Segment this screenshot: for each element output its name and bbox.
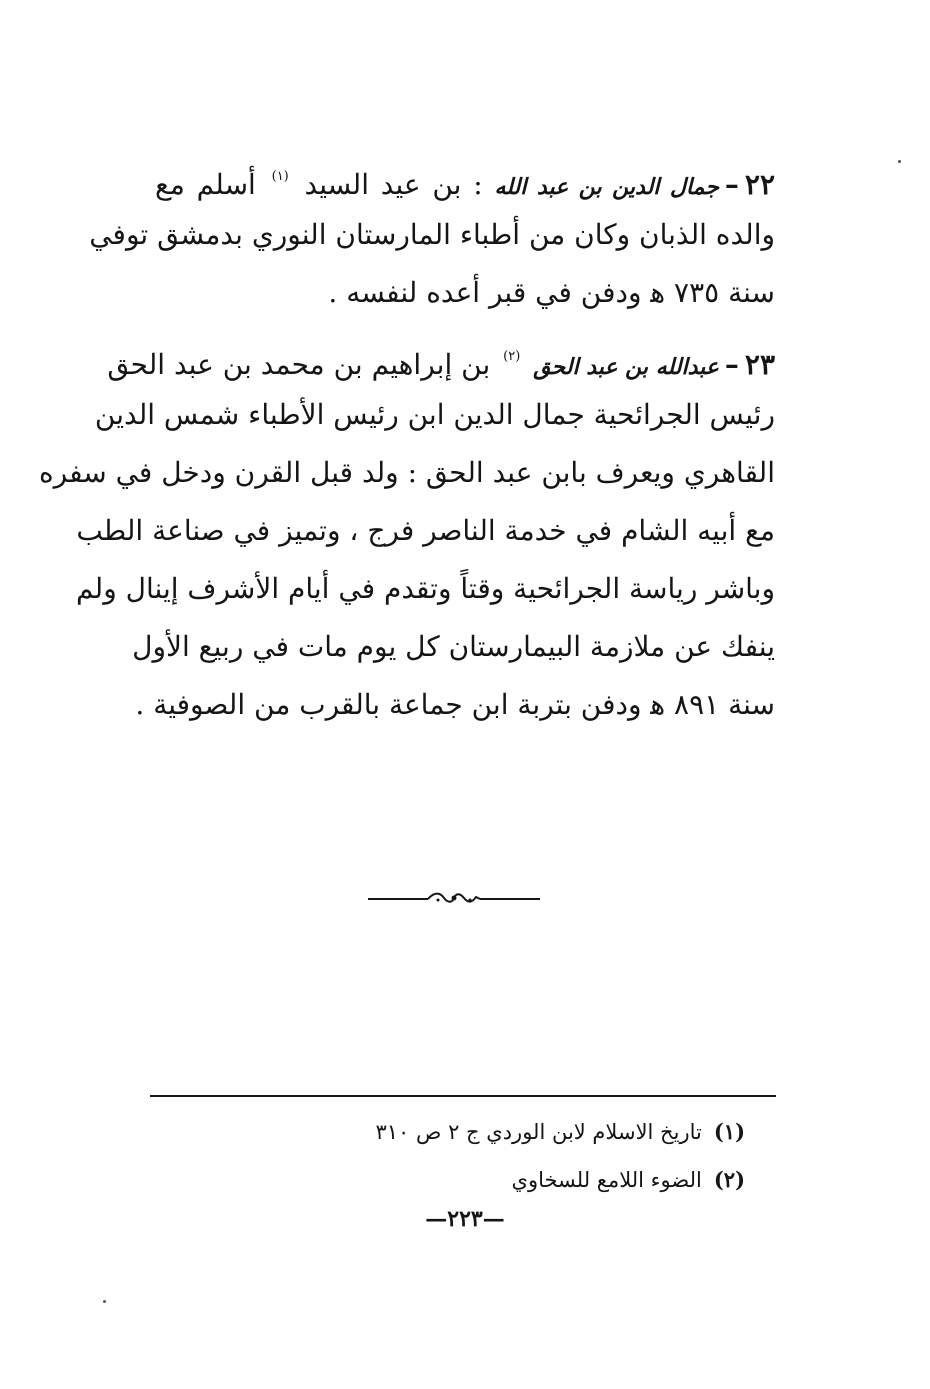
ornament-divider-icon (368, 888, 540, 908)
entry-name: جمال الدين بن عبد الله (494, 174, 719, 200)
entry-name: عبدالله بن عبد الحق (533, 354, 719, 380)
footnote-1 (285, 1108, 745, 1156)
entry-23-line-3: القاهري ويعرف بابن عبد الحق : ولد قبل القرن ودخل في سفره (38, 456, 775, 489)
entry-text: أسلم مع (155, 168, 256, 201)
entry-22-line-1 (155, 148, 775, 206)
entry-dash: – (724, 348, 739, 381)
entry-23-line-2: رئيس الجرائحية جمال الدين ابن رئيس الأطباء شمس الدين (94, 398, 775, 431)
page-number: —٢٢٣— (425, 1206, 505, 1232)
entry-text: بن إبراهيم بن محمد بن عبد الحق (107, 348, 491, 381)
entry-dash: – (724, 168, 739, 201)
footnote-2 (285, 1156, 745, 1204)
entry-23-line-4: مع أبيه الشام في خدمة الناصر فرج ، وتميز في صناعة الطب (76, 514, 775, 547)
entry-22-line-3: سنة ٧٣٥ ﻫ ودفن في قبر أعده لنفسه . (328, 276, 775, 309)
entry-23-line-6: ينفك عن ملازمة البيمارستان كل يوم مات في ربيع الأول (132, 630, 775, 663)
footnote-marker: (٢) (713, 1167, 745, 1192)
main-text (38, 148, 775, 740)
footnote-reference: (١) (271, 169, 289, 184)
entry-number: ٢٣ (744, 348, 775, 381)
footnote-separator-rule (150, 1095, 776, 1097)
entry-text: : بن عيد السيد (304, 168, 483, 201)
footnote-reference: (٢) (503, 349, 521, 364)
footnote-marker: (١) (713, 1119, 745, 1144)
footnote-text: تاريخ الاسلام لابن الوردي ج ٢ ص ٣١٠ (375, 1120, 702, 1144)
entry-23-line-7: سنة ٨٩١ ﻫ ودفن بتربة ابن جماعة بالقرب من الصوفية . (135, 688, 775, 721)
scan-speck (103, 1300, 106, 1303)
entry-number: ٢٢ (744, 168, 775, 201)
entry-22 (89, 148, 775, 322)
entry-23-line-1 (107, 328, 775, 386)
scan-speck (898, 160, 901, 163)
footnotes (285, 1108, 745, 1204)
entry-23 (38, 328, 775, 734)
entry-23-line-5: وباشر رياسة الجرائحية وقتاً وتقدم في أيام الأشرف إينال ولم (76, 572, 775, 605)
entry-22-line-2: والده الذبان وكان من أطباء المارستان النوري بدمشق توفي (89, 218, 775, 251)
footnote-text: الضوء اللامع للسخاوي (511, 1168, 702, 1192)
